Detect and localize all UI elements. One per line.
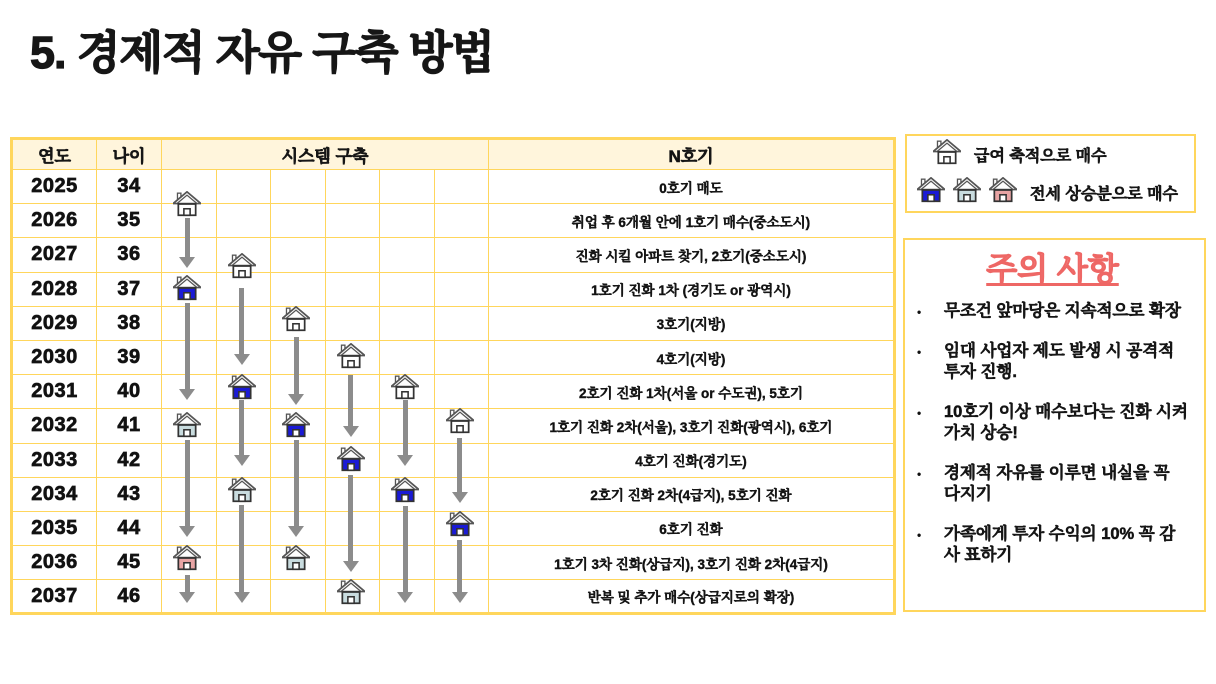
- table-row: [12, 170, 895, 204]
- system-cell: [216, 443, 271, 477]
- system-cell: [380, 306, 435, 340]
- system-cell: [216, 375, 271, 409]
- col-header-year: 연도: [12, 139, 97, 170]
- year-cell: 2028: [12, 272, 97, 306]
- caution-item: [917, 463, 1188, 505]
- system-cell: [271, 477, 326, 511]
- col-header-system: 시스템 구축: [162, 139, 489, 170]
- system-cell: [380, 477, 435, 511]
- unit-cell: 1호기 진화 1차 (경기도 or 광역시): [489, 272, 895, 306]
- bullet-dot: •: [917, 344, 922, 359]
- year-cell: 2030: [12, 340, 97, 374]
- system-cell: [380, 443, 435, 477]
- age-cell: 41: [97, 409, 162, 443]
- plan-table: [10, 137, 896, 615]
- legend-label-jeonse: 전세 상승분으로 매수: [1030, 186, 1178, 203]
- bullet-dot: •: [917, 305, 922, 319]
- caution-item-text: 10호기 이상 매수보다는 진화 시켜 가치 상승!: [944, 402, 1188, 442]
- system-cell: [434, 477, 489, 511]
- blue-house-icon: [917, 177, 945, 208]
- unit-cell: 0호기 매도: [489, 170, 895, 204]
- unit-cell: 4호기 진화(경기도): [489, 443, 895, 477]
- year-cell: 2025: [12, 170, 97, 204]
- system-cell: [325, 409, 380, 443]
- system-cell: [325, 340, 380, 374]
- age-cell: 43: [97, 477, 162, 511]
- system-cell: [434, 306, 489, 340]
- system-cell: [162, 546, 217, 580]
- system-cell: [216, 170, 271, 204]
- system-cell: [325, 580, 380, 614]
- age-cell: 42: [97, 443, 162, 477]
- table-header-row: [12, 139, 895, 170]
- system-cell: [271, 238, 326, 272]
- caution-box: [903, 238, 1206, 612]
- system-cell: [380, 204, 435, 238]
- system-cell: [271, 443, 326, 477]
- system-cell: [216, 272, 271, 306]
- system-cell: [380, 170, 435, 204]
- system-cell: [380, 272, 435, 306]
- year-cell: 2034: [12, 477, 97, 511]
- system-cell: [434, 170, 489, 204]
- system-cell: [271, 170, 326, 204]
- system-cell: [325, 272, 380, 306]
- year-cell: 2035: [12, 511, 97, 545]
- year-cell: 2036: [12, 546, 97, 580]
- legend-row-jeonse: [917, 177, 1184, 208]
- unit-cell: 취업 후 6개월 안에 1호기 매수(중소도시): [489, 204, 895, 238]
- system-cell: [380, 409, 435, 443]
- year-cell: 2026: [12, 204, 97, 238]
- caution-item: [917, 301, 1188, 322]
- system-cell: [216, 204, 271, 238]
- system-cell: [271, 375, 326, 409]
- system-cell: [162, 306, 217, 340]
- system-cell: [271, 580, 326, 614]
- system-cell: [162, 238, 217, 272]
- system-cell: [162, 375, 217, 409]
- system-cell: [325, 546, 380, 580]
- age-cell: 37: [97, 272, 162, 306]
- system-cell: [325, 375, 380, 409]
- system-cell: [434, 375, 489, 409]
- table-row: [12, 272, 895, 306]
- system-cell: [216, 511, 271, 545]
- system-cell: [434, 443, 489, 477]
- system-cell: [380, 340, 435, 374]
- bullet-dot: •: [917, 405, 922, 420]
- system-cell: [162, 340, 217, 374]
- system-cell: [325, 204, 380, 238]
- system-cell: [325, 170, 380, 204]
- table-row: [12, 511, 895, 545]
- system-cell: [325, 306, 380, 340]
- system-cell: [325, 238, 380, 272]
- caution-item-text: 임대 사업자 제도 발생 시 공격적 투자 진행.: [944, 341, 1175, 381]
- legend-label-salary: 급여 축적으로 매수: [974, 148, 1107, 165]
- age-cell: 39: [97, 340, 162, 374]
- legend-box: [905, 134, 1196, 213]
- caution-item: [917, 341, 1188, 383]
- system-cell: [271, 272, 326, 306]
- white-house-icon: [933, 139, 961, 170]
- age-cell: 38: [97, 306, 162, 340]
- age-cell: 40: [97, 375, 162, 409]
- system-cell: [162, 170, 217, 204]
- system-cell: [434, 409, 489, 443]
- table-row: [12, 238, 895, 272]
- system-cell: [162, 409, 217, 443]
- col-header-unit: N호기: [489, 139, 895, 170]
- system-cell: [434, 238, 489, 272]
- system-cell: [162, 204, 217, 238]
- table-row: [12, 306, 895, 340]
- year-cell: 2031: [12, 375, 97, 409]
- caution-title: 주의 사항: [986, 251, 1119, 287]
- legend-row-salary: [917, 139, 1184, 170]
- page-title: 5. 경제적 자유 구축 방법: [30, 27, 494, 78]
- system-cell: [325, 477, 380, 511]
- bullet-dot: •: [917, 466, 922, 481]
- caution-item-text: 무조건 앞마당은 지속적으로 확장: [944, 302, 1181, 320]
- table-row: [12, 409, 895, 443]
- system-cell: [216, 340, 271, 374]
- system-cell: [216, 546, 271, 580]
- unit-cell: 2호기 진화 2차(4급지), 5호기 진화: [489, 477, 895, 511]
- col-header-age: 나이: [97, 139, 162, 170]
- pink-house-icon: [989, 177, 1017, 208]
- caution-item: [917, 402, 1188, 444]
- system-cell: [325, 511, 380, 545]
- system-cell: [271, 409, 326, 443]
- year-cell: 2032: [12, 409, 97, 443]
- age-cell: 36: [97, 238, 162, 272]
- system-cell: [271, 306, 326, 340]
- system-cell: [216, 306, 271, 340]
- system-cell: [380, 375, 435, 409]
- system-cell: [434, 272, 489, 306]
- system-cell: [162, 511, 217, 545]
- unit-cell: 6호기 진화: [489, 511, 895, 545]
- system-cell: [380, 511, 435, 545]
- age-cell: 35: [97, 204, 162, 238]
- caution-item-text: 가족에게 투자 수익의 10% 꼭 감사 표하기: [944, 524, 1176, 564]
- system-cell: [380, 546, 435, 580]
- system-cell: [380, 238, 435, 272]
- system-cell: [216, 409, 271, 443]
- age-cell: 44: [97, 511, 162, 545]
- system-cell: [216, 238, 271, 272]
- unit-cell: 3호기(지방): [489, 306, 895, 340]
- table-row: [12, 477, 895, 511]
- system-cell: [216, 477, 271, 511]
- table-row: [12, 546, 895, 580]
- system-cell: [434, 580, 489, 614]
- system-cell: [216, 580, 271, 614]
- unit-cell: 1호기 진화 2차(서울), 3호기 진화(광역시), 6호기: [489, 409, 895, 443]
- unit-cell: 2호기 진화 1차(서울 or 수도권), 5호기: [489, 375, 895, 409]
- year-cell: 2027: [12, 238, 97, 272]
- system-cell: [434, 546, 489, 580]
- system-cell: [162, 443, 217, 477]
- system-cell: [162, 272, 217, 306]
- unit-cell: 반복 및 추가 매수(상급지로의 확장): [489, 580, 895, 614]
- unit-cell: 진화 시킬 아파트 찾기, 2호기(중소도시): [489, 238, 895, 272]
- age-cell: 45: [97, 546, 162, 580]
- caution-item-text: 경제적 자유를 이루면 내실을 꼭 다지기: [944, 463, 1170, 503]
- system-cell: [271, 546, 326, 580]
- age-cell: 46: [97, 580, 162, 614]
- system-cell: [380, 580, 435, 614]
- system-cell: [162, 477, 217, 511]
- caution-list: [917, 301, 1188, 566]
- table-row: [12, 204, 895, 238]
- unit-cell: 1호기 3차 진화(상급지), 3호기 진화 2차(4급지): [489, 546, 895, 580]
- age-cell: 34: [97, 170, 162, 204]
- table-row: [12, 375, 895, 409]
- system-cell: [434, 511, 489, 545]
- system-cell: [271, 511, 326, 545]
- year-cell: 2029: [12, 306, 97, 340]
- system-cell: [434, 204, 489, 238]
- table-row: [12, 443, 895, 477]
- table-row: [12, 340, 895, 374]
- year-cell: 2037: [12, 580, 97, 614]
- table-row: [12, 580, 895, 614]
- caution-item: [917, 524, 1188, 566]
- unit-cell: 4호기(지방): [489, 340, 895, 374]
- system-cell: [434, 340, 489, 374]
- year-cell: 2033: [12, 443, 97, 477]
- system-cell: [271, 204, 326, 238]
- system-cell: [271, 340, 326, 374]
- lightblue-house-icon: [953, 177, 981, 208]
- system-cell: [162, 580, 217, 614]
- bullet-dot: •: [917, 527, 922, 542]
- system-cell: [325, 443, 380, 477]
